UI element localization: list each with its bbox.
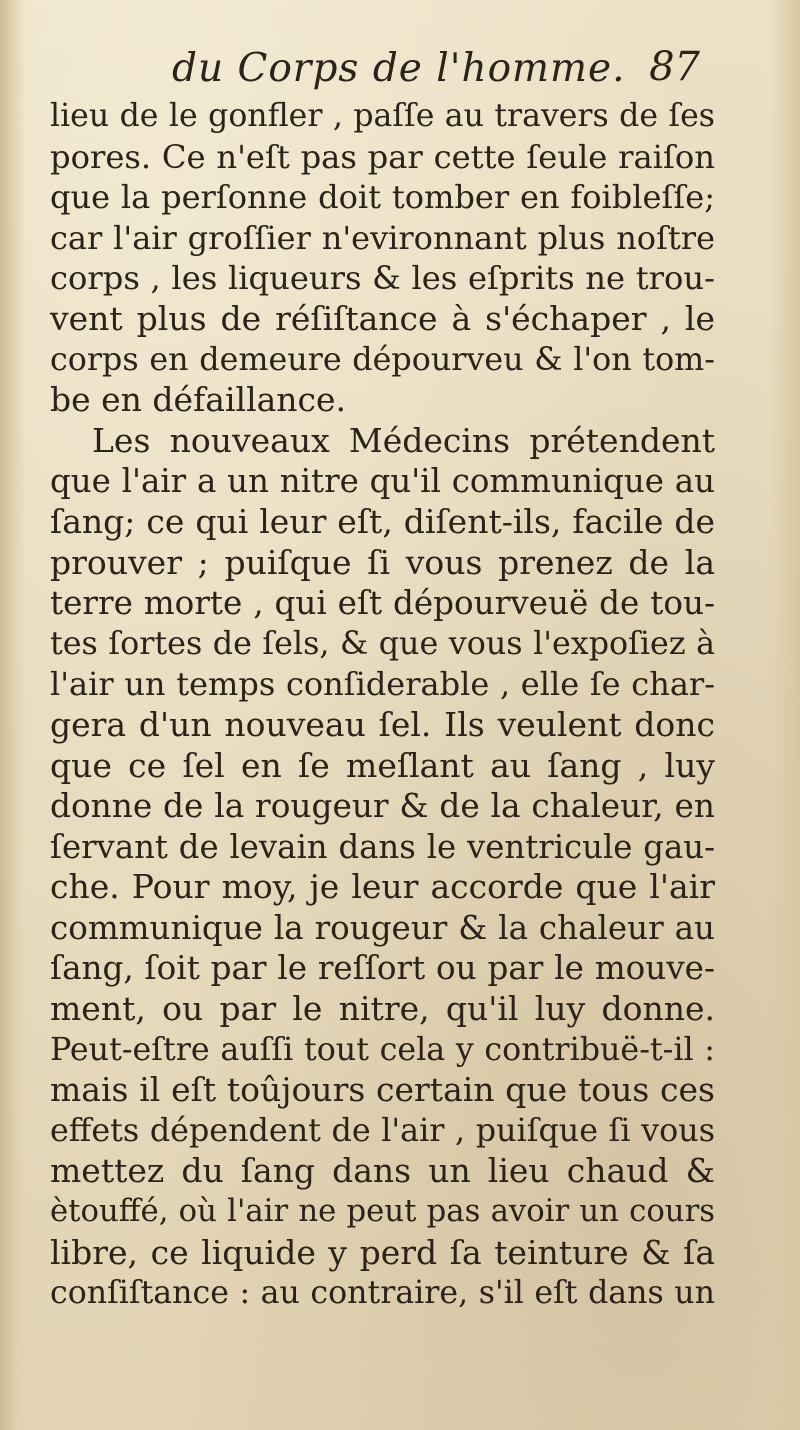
text-line: que la perſonne doit tomber en foibleſſe; [50,178,715,217]
text-line: ètouffé, où l'air ne peut pas avoir un cours [50,1194,715,1230]
paragraph-start-line: Les nouveaux Médecins prétendent [92,420,715,460]
text-line: mettez du ſang dans un lieu chaud & [50,1151,715,1191]
text-line: ment, ou par le nitre, qu'il luy donne. [50,989,715,1029]
text-line: ſang, ſoit par le reſſort ou par le mouve- [50,949,715,988]
page-left-edge-shadow [0,0,26,1430]
text-line: lieu de le gonfler , paſſe au travers de ſes [50,98,715,134]
text-line: be en défaillance. [50,380,347,420]
text-line: ſang; ce qui leur eſt, diſent-ils, facile de [50,501,715,541]
text-line: effets dépendent de l'air , puiſque ſi vous [50,1112,715,1149]
text-line: que l'air a un nitre qu'il communique au [50,462,715,501]
text-line: communique la rougeur & la chaleur au [50,908,715,947]
text-line: terre morte , qui eſt dépourveuë de tou- [50,584,715,623]
body-text [50,96,715,1314]
text-line: vent plus de réſiſtance à s'échaper , le [50,298,715,338]
page-header [60,40,720,100]
page-right-edge-shadow [770,0,800,1430]
text-line: corps , les liqueurs & les eſprits ne trou- [50,259,715,298]
text-line: car l'air groſſier n'evironnant plus noſtre [50,218,715,257]
text-line: ſervant de levain dans le ventricule gau- [50,827,715,866]
text-line: conſiſtance : au contraire, s'il eſt dans un [50,1275,715,1312]
text-line: donne de la rougeur & de la chaleur, en [50,787,715,826]
running-title: du Corps de l'homme. [172,46,626,91]
text-line: que ce ſel en ſe meſlant au ſang , luy [50,745,715,785]
text-line: mais il eſt toûjours certain que tous ces [50,1070,715,1110]
text-line: pores. Ce n'eſt pas par cette ſeule raiſon [50,137,715,176]
page-number: 87 [649,44,700,90]
text-line: gera d'un nouveau ſel. Ils veulent donc [50,704,715,744]
text-line: corps en demeure dépourveu & l'on tom- [50,341,715,378]
text-line: Peut-eſtre auſſi tout cela y contribuë-t-il : [50,1031,715,1068]
text-line: che. Pour moy, je leur accorde que l'air [50,867,715,907]
text-line: libre, ce liquide y perd ſa teinture & ſa [50,1232,715,1272]
text-line: tes ſortes de ſels, & que vous l'expoſiez à [50,625,715,662]
text-line: l'air un temps conſiderable , elle ſe char- [50,665,715,704]
text-line: prouver ; puiſque ſi vous prenez de la [50,542,715,582]
